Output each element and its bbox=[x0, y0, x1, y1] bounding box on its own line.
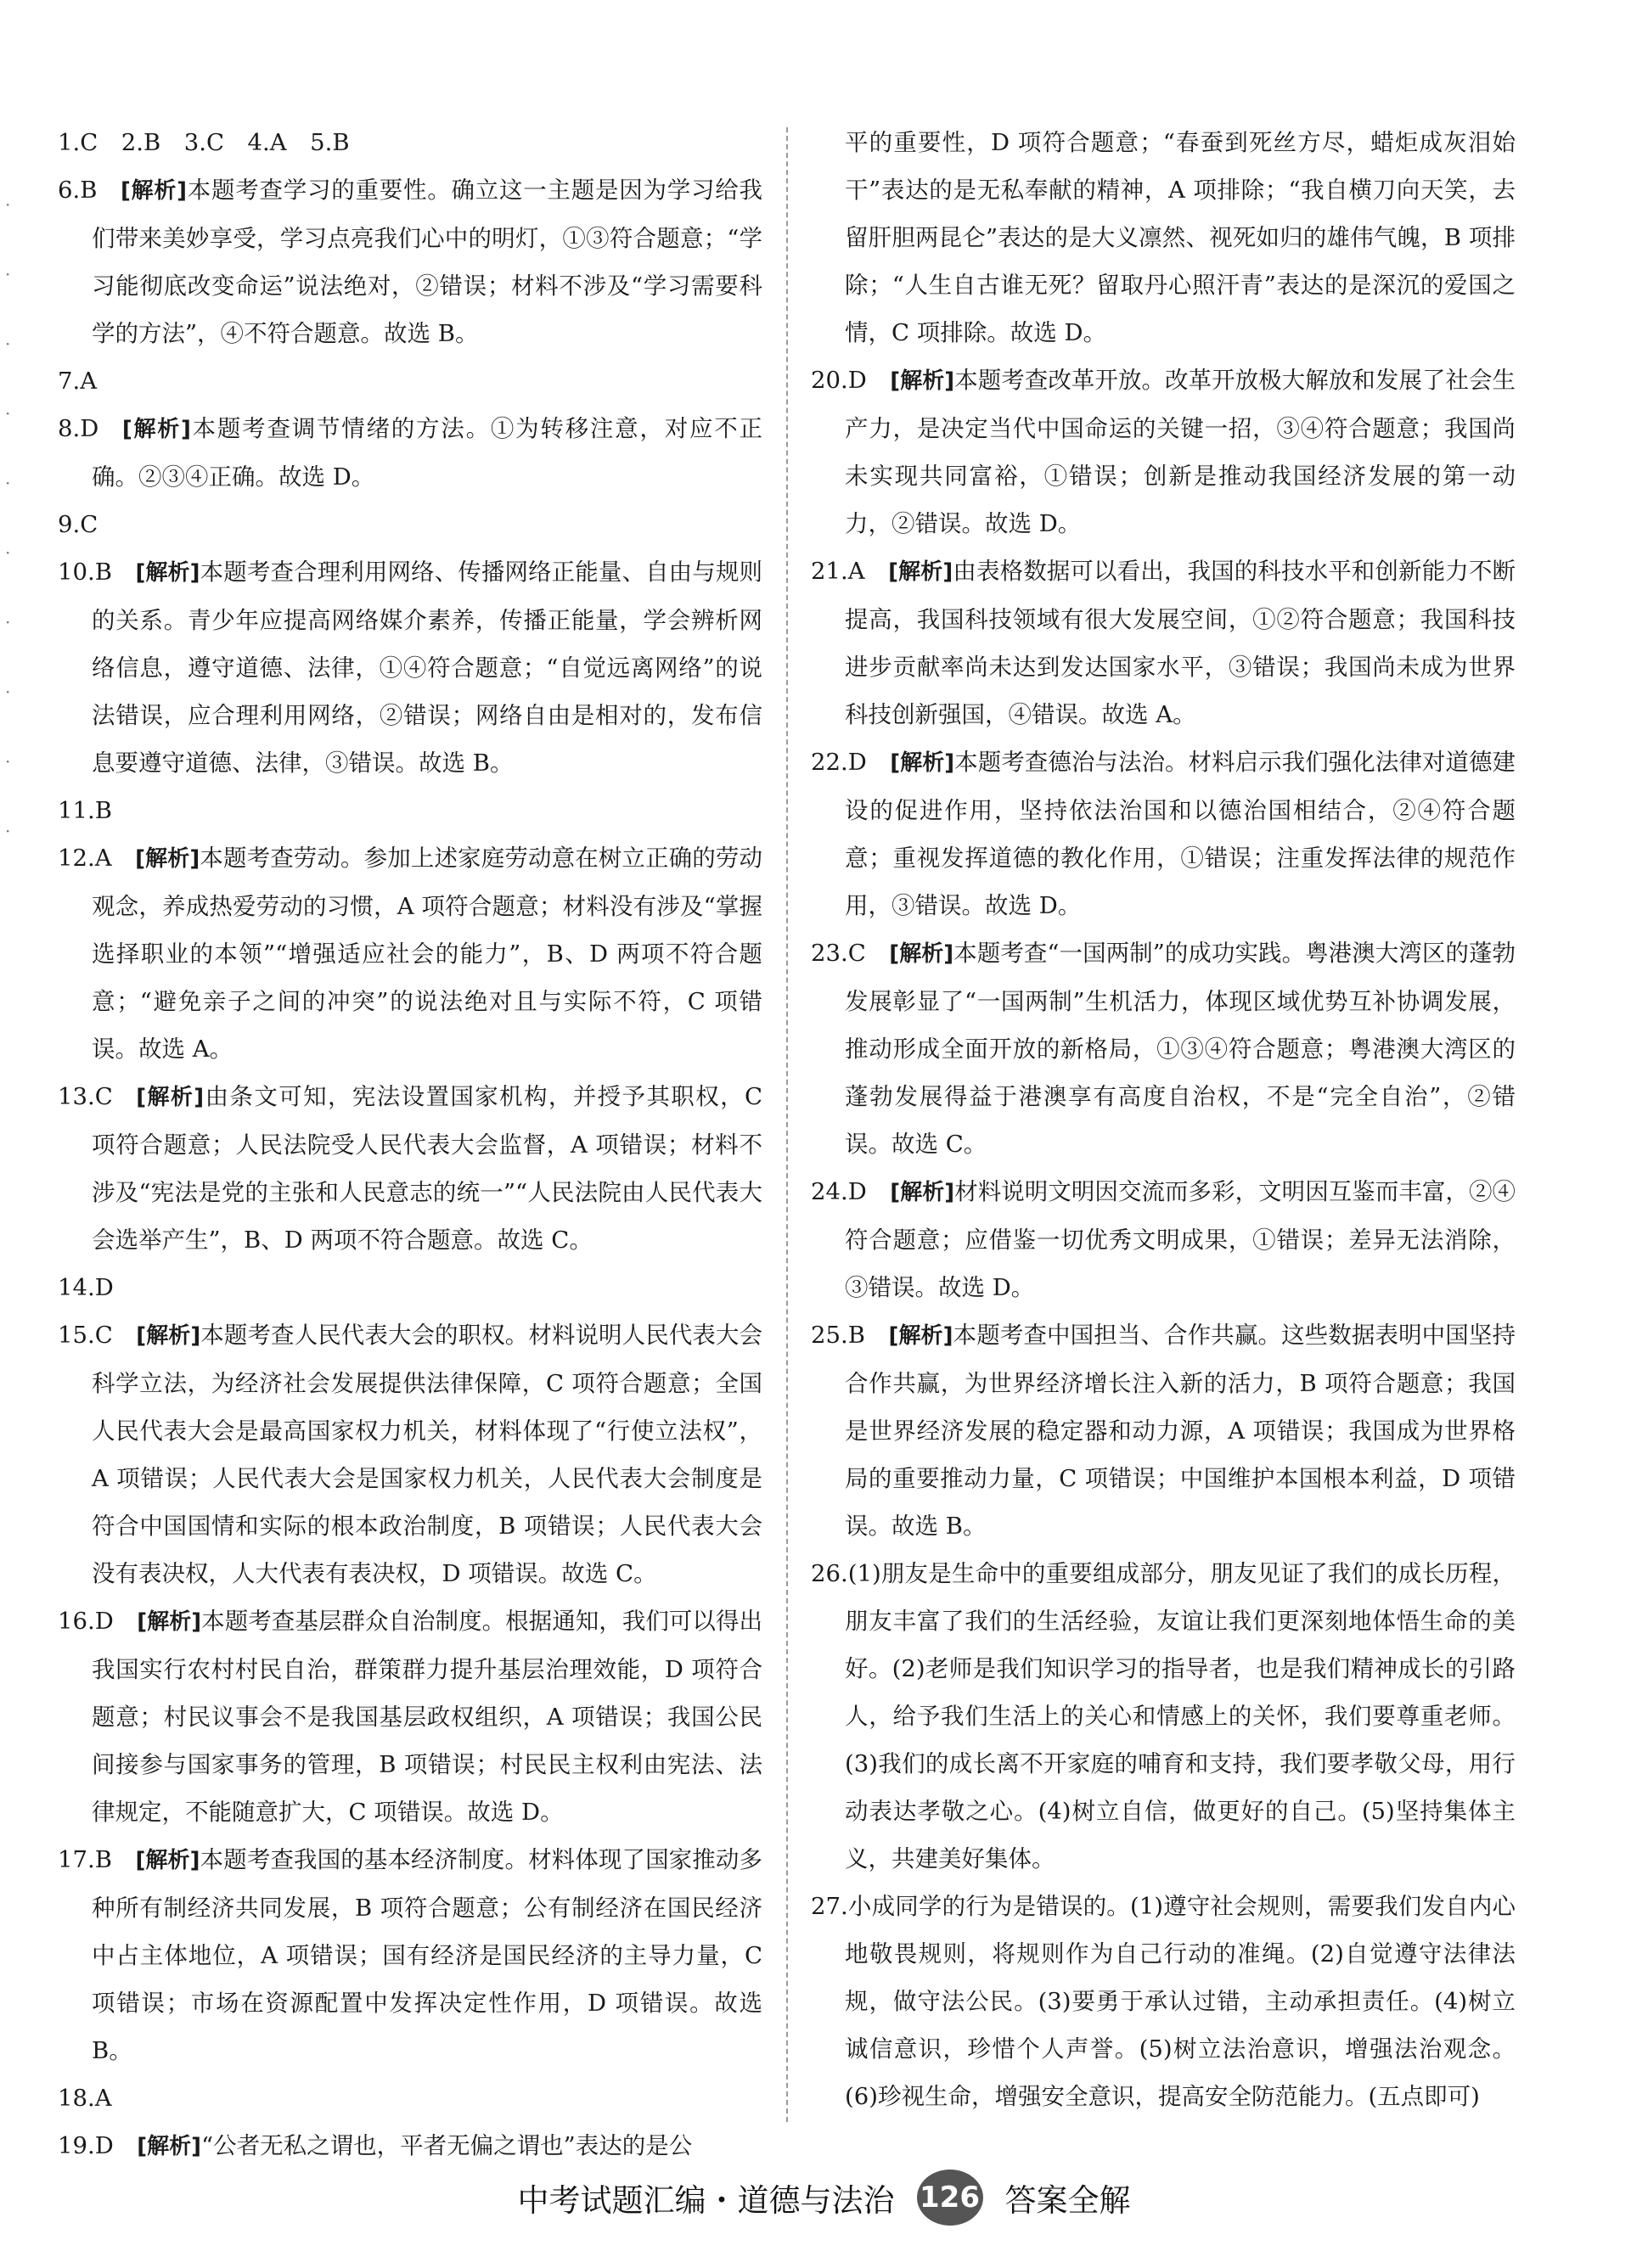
answer-choice: C 2.B 3.C 4.A 5.B bbox=[80, 129, 350, 156]
answer-explanation: 本题考查基层群众自治制度。根据通知，我们可以得出我国实行农村村民自治，群策群力提升基层治理效能，D 项符合题意；村民议事会不是我国基层政权组织，A 项错误；我国公民间接参与国家事务的管理，B 项错误；村民民主权利由宪法、法律规定，不能随意扩大，C 项错误。故选 D。 bbox=[92, 1608, 762, 1826]
footer-book-title: 中考试题汇编・道德与法治 bbox=[517, 2182, 895, 2219]
answer-explanation: 小成同学的行为是错误的。(1)遵守社会规则，需要我们发自内心地敬畏规则，将规则作为自己行动的准绳。(2)自觉遵守法律法规，做守法公民。(3)要勇于承认过错，主动承担责任。(4)树立诚信意识，珍惜个人声誉。(5)树立法治意识，增强法治观念。(6)珍视生命，增强安全意识，提高安全防范能力。(五点即可) bbox=[845, 1893, 1516, 2110]
answer-number: 18. bbox=[58, 2085, 95, 2112]
analysis-tag: [解析] bbox=[888, 1323, 953, 1349]
answer-number: 13. bbox=[58, 1083, 95, 1110]
answer-number: 12. bbox=[58, 845, 95, 872]
answer-item bbox=[58, 119, 762, 166]
answer-item bbox=[811, 1168, 1516, 1311]
answer-number: 27. bbox=[811, 1893, 848, 1920]
answer-explanation: 本题考查德治与法治。材料启示我们强化法律对道德建设的促进作用，坚持依法治国和以德治国相结合，②④符合题意；重视发挥道德的教化作用，①错误；注重发挥法律的规范作用，③错误。故选 D。 bbox=[845, 749, 1516, 919]
answer-number: 8. bbox=[58, 415, 81, 442]
answer-choice: B bbox=[94, 797, 112, 824]
answer-item bbox=[811, 356, 1516, 547]
answer-item bbox=[811, 929, 1516, 1168]
answer-number: 22. bbox=[811, 749, 848, 776]
answer-number: 1. bbox=[58, 129, 81, 156]
answer-number: 17. bbox=[58, 1846, 95, 1873]
answer-number: 10. bbox=[58, 559, 95, 586]
answer-item bbox=[811, 738, 1516, 929]
answer-choice: D bbox=[847, 749, 867, 776]
analysis-tag: [解析] bbox=[135, 560, 200, 586]
answer-item bbox=[58, 1311, 762, 1597]
answer-choice: D bbox=[94, 2132, 114, 2159]
answer-explanation: 本题考查中国担当、合作共赢。这些数据表明中国坚持合作共赢，为世界经济增长注入新的活力，B 项符合题意；我国是世界经济发展的稳定器和动力源，A 项错误；我国成为世界格局的重要推动力量，C 项错误；中国维护本国根本利益，D 项错误。故选 B。 bbox=[845, 1322, 1516, 1540]
answer-explanation: 本题考查人民代表大会的职权。材料说明人民代表大会科学立法，为经济社会发展提供法律保障，C 项符合题意；全国人民代表大会是最高国家权力机关，材料体现了“行使立法权”，A 项错误；人民代表大会是国家权力机关，人民代表大会制度是符合中国国情和实际的根本政治制度，B 项错误；人民代表大会没有表决权，人大代表有表决权，D 项错误。故选 C。 bbox=[92, 1322, 762, 1587]
analysis-tag: [解析] bbox=[137, 1609, 202, 1635]
answer-item bbox=[811, 119, 1516, 356]
answer-number: 14. bbox=[58, 1274, 95, 1301]
answer-explanation: 本题考查合理利用网络、传播网络正能量、自由与规则的关系。青少年应提高网络媒介素养，传播正能量，学会辨析网络信息，遵守道德、法律，①④符合题意；“自觉远离网络”的说法错误，应合理利用网络，②错误；网络自由是相对的，发布信息要遵守道德、法律，③错误。故选 B。 bbox=[92, 559, 762, 777]
answer-explanation: (1)朋友是生命中的重要组成部分，朋友见证了我们的成长历程，朋友丰富了我们的生活经验，友谊让我们更深刻地体悟生命的美好。(2)老师是我们知识学习的指导者，也是我们精神成长的引路人，给予我们生活上的关心和情感上的关怀，我们要尊重老师。(3)我们的成长离不开家庭的哺育和支持，我们要孝敬父母，用行动表达孝敬之心。(4)树立自信，做更好的自己。(5)坚持集体主义，共建美好集体。 bbox=[845, 1560, 1516, 1872]
analysis-tag: [解析] bbox=[137, 2134, 202, 2159]
answer-item bbox=[58, 548, 762, 787]
answer-choice: B bbox=[94, 1846, 112, 1873]
answer-item bbox=[811, 547, 1516, 738]
answer-item bbox=[811, 1550, 1516, 1883]
answer-item bbox=[58, 405, 762, 501]
footer-section-title: 答案全解 bbox=[1004, 2182, 1131, 2219]
answer-choice: B bbox=[847, 1322, 865, 1349]
answer-number: 24. bbox=[811, 1178, 848, 1205]
answer-explanation: 本题考查“一国两制”的成功实践。粤港澳大湾区的蓬勃发展彰显了“一国两制”生机活力，体现区域优势互补协调发展，推动形成全面开放的新格局，①③④符合题意；粤港澳大湾区的蓬勃发展得益于港澳享有高度自治权，不是“完全自治”，②错误。故选 C。 bbox=[845, 940, 1516, 1158]
answer-choice: D bbox=[94, 1608, 114, 1635]
answer-number: 20. bbox=[811, 367, 848, 394]
answer-number: 7. bbox=[58, 368, 81, 395]
answer-choice: D bbox=[847, 367, 867, 394]
answer-explanation: 平的重要性，D 项符合题意；“春蚕到死丝方尽，蜡炬成灰泪始干”表达的是无私奉献的精神，A 项排除；“我自横刀向天笑，去留肝胆两昆仑”表达的是大义凛然、视死如归的雄伟气魄，B 项排除；“人生自古谁无死？留取丹心照汗青”表达的是深沉的爱国之情，C 项排除。故选 D。 bbox=[845, 129, 1516, 346]
answer-number: 15. bbox=[58, 1322, 95, 1349]
analysis-tag: [解析] bbox=[890, 750, 955, 776]
answer-item bbox=[58, 501, 762, 548]
analysis-tag: [解析] bbox=[135, 846, 200, 872]
answer-item bbox=[58, 357, 762, 405]
analysis-tag: [解析] bbox=[889, 941, 954, 967]
answer-choice: D bbox=[847, 1178, 867, 1205]
answer-explanation: 本题考查调节情绪的方法。①为转移注意，对应不正确。②③④正确。故选 D。 bbox=[92, 415, 762, 491]
answer-item bbox=[58, 1073, 762, 1264]
binding-edge-marks: · · · · · · · · · · bbox=[5, 194, 11, 841]
answer-item bbox=[58, 787, 762, 834]
answer-item bbox=[58, 1597, 762, 1836]
answer-explanation: 本题考查改革开放。改革开放极大解放和发展了社会生产力，是决定当代中国命运的关键一招，③④符合题意；我国尚未实现共同富裕，①错误；创新是推动我国经济发展的第一动力，②错误。故选 D。 bbox=[845, 367, 1516, 537]
answer-item bbox=[811, 1883, 1516, 2120]
answer-item bbox=[58, 166, 762, 357]
answer-number: 11. bbox=[58, 797, 95, 824]
analysis-tag: [解析] bbox=[890, 1180, 955, 1205]
analysis-tag: [解析] bbox=[888, 559, 953, 585]
right-column bbox=[811, 119, 1516, 2120]
answer-choice: A bbox=[80, 368, 98, 395]
answer-number: 21. bbox=[811, 558, 848, 585]
analysis-tag: [解析] bbox=[890, 368, 955, 394]
answer-number: 23. bbox=[811, 940, 848, 967]
column-divider bbox=[786, 127, 788, 2122]
answer-choice: A bbox=[94, 845, 112, 872]
answer-item bbox=[58, 2122, 762, 2170]
answer-choice: C bbox=[94, 1322, 113, 1349]
answer-explanation: “公者无私之谓也，平者无偏之谓也”表达的是公 bbox=[201, 2132, 693, 2159]
answer-choice: D bbox=[94, 1274, 114, 1301]
answer-choice: B bbox=[94, 559, 112, 586]
answer-number: 16. bbox=[58, 1608, 95, 1635]
answer-explanation: 由表格数据可以看出，我国的科技水平和创新能力不断提高，我国科技领域有很大发展空间，①②符合题意；我国科技进步贡献率尚未达到发达国家水平，③错误；我国尚未成为世界科技创新强国，④错误。故选 A。 bbox=[845, 558, 1516, 728]
answer-item bbox=[58, 834, 762, 1073]
answer-choice: C bbox=[80, 511, 98, 538]
answer-choice: A bbox=[94, 2085, 112, 2112]
page-number-badge: 126 bbox=[917, 2170, 983, 2226]
answer-explanation: 本题考查劳动。参加上述家庭劳动意在树立正确的劳动观念，养成热爱劳动的习惯，A 项符合题意；材料没有涉及“掌握选择职业的本领”“增强适应社会的能力”，B、D 两项不符合题意；“避免亲子之间的冲突”的说法绝对且与实际不符，C 项错误。故选 A。 bbox=[92, 845, 762, 1063]
answer-explanation: 由条文可知，宪法设置国家机构，并授予其职权，C 项符合题意；人民法院受人民代表大会监督，A 项错误；材料不涉及“宪法是党的主张和人民意志的统一”“人民法院由人民代表大会选举产生”，B、D 两项不符合题意。故选 C。 bbox=[92, 1083, 762, 1254]
answer-item bbox=[58, 1836, 762, 2074]
answer-choice: A bbox=[847, 558, 865, 585]
analysis-tag: [解析] bbox=[120, 178, 187, 204]
answer-explanation: 材料说明文明因交流而多彩，文明因互鉴而丰富，②④符合题意；应借鉴一切优秀文明成果，①错误；差异无法消除，③错误。故选 D。 bbox=[845, 1178, 1516, 1301]
answer-number: 9. bbox=[58, 511, 81, 538]
answer-number: 26. bbox=[811, 1560, 848, 1587]
analysis-tag: [解析] bbox=[136, 1323, 201, 1349]
answer-choice: C bbox=[94, 1083, 113, 1110]
answer-number: 25. bbox=[811, 1322, 848, 1349]
analysis-tag: [解析] bbox=[121, 417, 191, 442]
analysis-tag: [解析] bbox=[136, 1085, 205, 1110]
answer-item bbox=[811, 1311, 1516, 1550]
left-column bbox=[58, 119, 762, 2170]
answer-number: 19. bbox=[58, 2132, 95, 2159]
answer-explanation: 本题考查我国的基本经济制度。材料体现了国家推动多种所有制经济共同发展，B 项符合题意；公有制经济在国民经济中占主体地位，A 项错误；国有经济是国民经济的主导力量，C 项错误；市场在资源配置中发挥决定性作用，D 项错误。故选 B。 bbox=[92, 1846, 762, 2064]
answer-item bbox=[58, 1264, 762, 1311]
answer-choice: B bbox=[80, 177, 98, 204]
answer-number: 6. bbox=[58, 177, 81, 204]
answer-explanation: 本题考查学习的重要性。确立这一主题是因为学习给我们带来美妙享受，学习点亮我们心中的明灯，①③符合题意；“学习能彻底改变命运”说法绝对，②错误；材料不涉及“学习需要科学的方法”，④不符合题意。故选 B。 bbox=[92, 177, 762, 347]
answer-choice: D bbox=[80, 415, 99, 442]
page-footer bbox=[0, 2170, 1648, 2226]
analysis-tag: [解析] bbox=[135, 1848, 200, 1873]
answer-item bbox=[58, 2074, 762, 2122]
answer-choice: C bbox=[847, 940, 866, 967]
